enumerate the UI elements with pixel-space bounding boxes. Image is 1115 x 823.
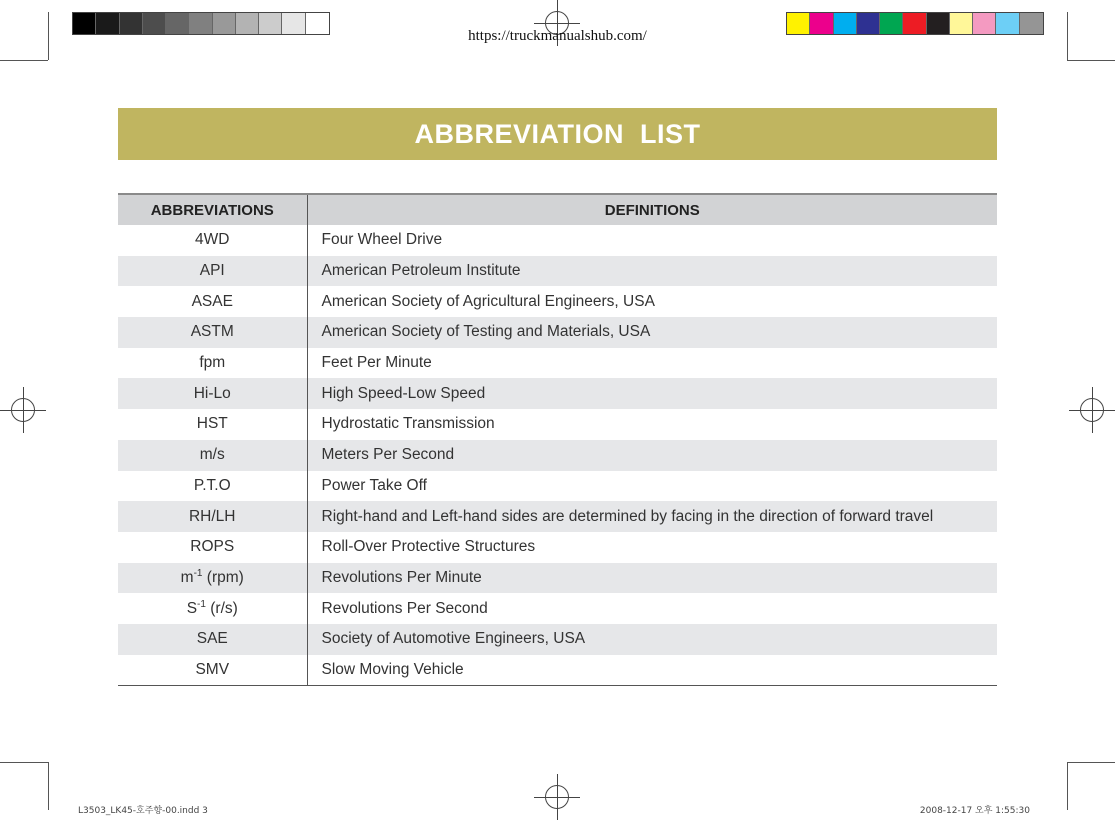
abbreviation-cell [118, 532, 307, 563]
abbreviation-cell [118, 409, 307, 440]
abbreviation-text: ROPS [190, 538, 235, 556]
page-title: ABBREVIATION LIST [414, 118, 701, 149]
abbreviation-text: SMV [195, 660, 230, 678]
table-row [118, 593, 997, 624]
registration-mark-left [0, 387, 46, 433]
definition-cell: Roll-Over Protective Structures [321, 538, 536, 556]
table-row [118, 378, 997, 409]
abbreviation-suffix: (r/s) [205, 599, 238, 617]
abbreviation-cell [118, 348, 307, 379]
definition-cell: Society of Automotive Engineers, USA [307, 624, 997, 655]
table-row [118, 532, 997, 563]
registration-mark-right [1069, 387, 1115, 433]
crop-mark [48, 762, 49, 810]
crop-mark [1067, 762, 1115, 763]
column-header-definitions: DEFINITIONS [307, 194, 997, 225]
abbreviation-cell [118, 378, 307, 409]
abbreviation-text: fpm [199, 354, 226, 372]
abbreviation-text: Hi-Lo [193, 384, 231, 402]
abbreviation-cell [118, 317, 307, 348]
table-row [118, 501, 997, 532]
table-row [118, 286, 997, 317]
table-row [118, 471, 997, 502]
crop-mark [0, 60, 48, 61]
abbreviation-cell [118, 655, 307, 686]
abbreviation-cell [118, 471, 307, 502]
title-bar [118, 108, 997, 160]
abbreviation-cell [118, 440, 307, 471]
abbreviation-text: SAE [196, 630, 228, 648]
table-row [118, 655, 997, 686]
abbreviation-text: RH/LH [188, 507, 236, 525]
table-row [118, 256, 997, 287]
abbreviation-cell [118, 286, 307, 317]
definition-cell: Meters Per Second [307, 440, 997, 471]
print-timestamp: 2008-12-17 오후 1:55:30 [919, 806, 1030, 816]
abbreviation-superscript: -1 [193, 567, 203, 579]
table-row [118, 440, 997, 471]
column-header-abbreviations: ABBREVIATIONS [118, 194, 307, 225]
abbreviation-text: m [180, 568, 194, 586]
table-header-row [118, 194, 997, 225]
header-url: https://truckmanualshub.com/ [468, 28, 647, 44]
abbreviation-text: ASTM [190, 323, 234, 341]
table-row [118, 225, 997, 256]
abbreviation-superscript: -1 [197, 598, 206, 610]
definition-cell: Feet Per Minute [321, 354, 432, 372]
definition-cell: Slow Moving Vehicle [307, 655, 997, 686]
abbreviation-cell [118, 256, 307, 287]
registration-mark-bottom [534, 774, 580, 820]
abbreviation-text: ASAE [191, 292, 233, 310]
definition-cell: American Society of Testing and Materials, USA [307, 317, 997, 348]
abbreviation-text: m/s [199, 446, 225, 464]
definition-cell: High Speed-Low Speed [307, 378, 997, 409]
abbreviation-text: P.T.O [193, 476, 231, 494]
definition-cell: Power Take Off [321, 476, 427, 494]
table-body [118, 225, 997, 685]
file-info: L3503_LK45-호주향-00.indd 3 [78, 806, 208, 816]
abbreviation-text: S [186, 599, 198, 617]
abbreviation-text: 4WD [195, 231, 230, 249]
table-row [118, 409, 997, 440]
definition-cell: Right-hand and Left-hand sides are determined by facing in the direction of forward travel [307, 501, 997, 532]
abbreviation-text: HST [196, 415, 228, 433]
abbreviation-cell [118, 563, 307, 594]
crop-mark [0, 762, 48, 763]
definition-cell: Hydrostatic Transmission [321, 415, 495, 433]
definition-cell: Four Wheel Drive [321, 231, 443, 249]
definition-cell: American Society of Agricultural Engineers, USA [321, 292, 655, 310]
definition-cell: Revolutions Per Second [321, 599, 488, 617]
abbreviation-cell [118, 593, 307, 624]
crop-mark [1067, 60, 1115, 61]
abbreviation-cell [118, 225, 307, 256]
abbreviation-table [118, 193, 997, 686]
table-row [118, 624, 997, 655]
crop-mark [1067, 762, 1068, 810]
table-row [118, 348, 997, 379]
definition-cell: American Petroleum Institute [307, 256, 997, 287]
abbreviation-cell [118, 501, 307, 532]
abbreviation-suffix: (rpm) [202, 568, 244, 586]
abbreviation-text: API [199, 262, 225, 280]
table-row [118, 317, 997, 348]
definition-cell: Revolutions Per Minute [307, 563, 997, 594]
table-row [118, 563, 997, 594]
abbreviation-cell [118, 624, 307, 655]
